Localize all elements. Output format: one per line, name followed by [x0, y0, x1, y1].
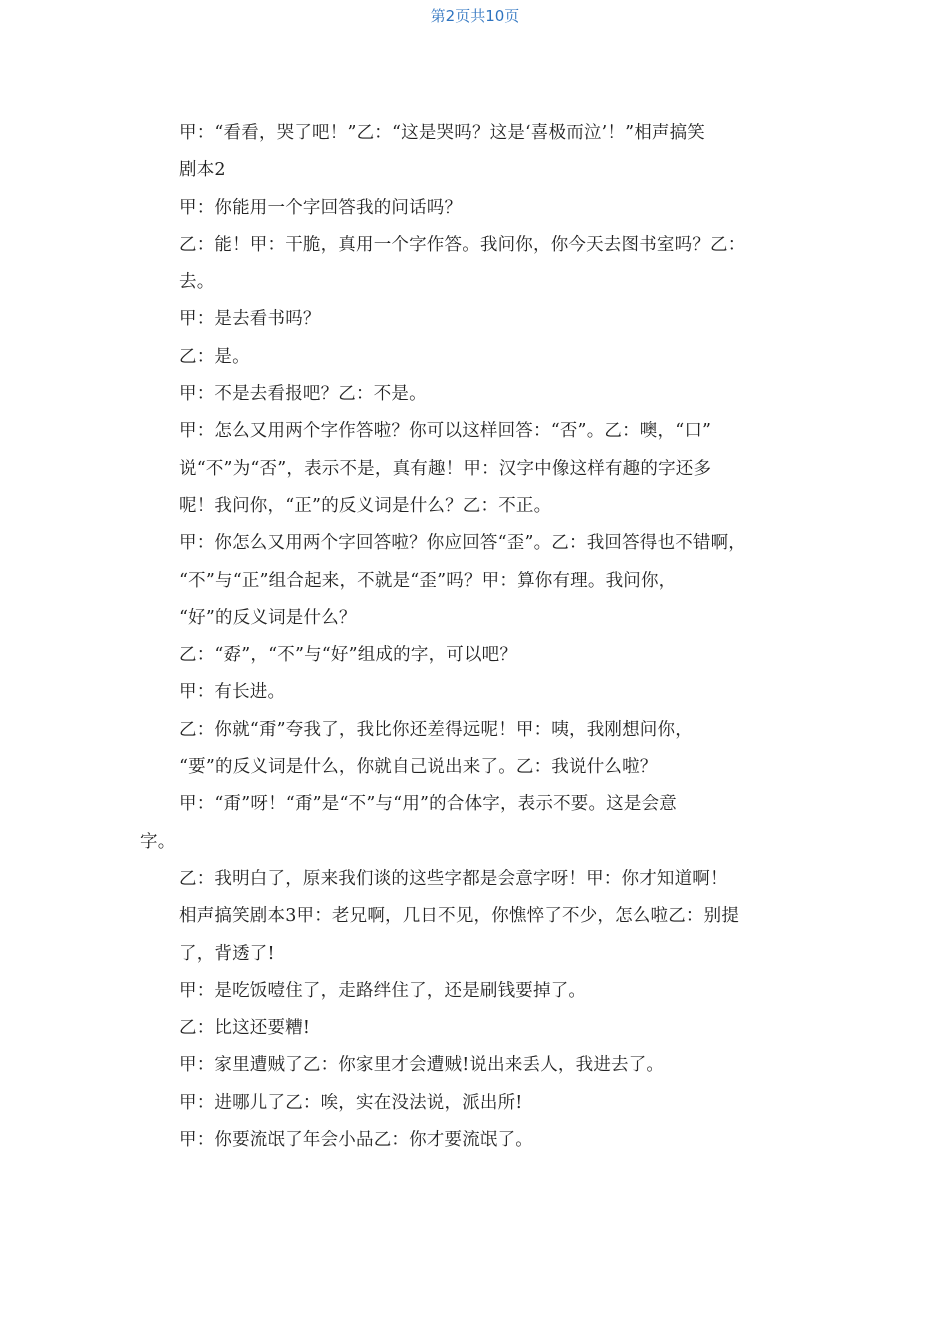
- page-indicator: 第2页共10页: [430, 7, 520, 25]
- text-line: “要”的反义词是什么，你就自己说出来了。乙：我说什么啦？: [179, 757, 658, 778]
- text-line: 甲：不是去看报吧？乙：不是。: [179, 384, 427, 405]
- text-line: 相声搞笑剧本3甲：老兄啊，几日不见，你憔悴了不少，怎么啦乙：别提: [179, 906, 740, 927]
- text-line: “好”的反义词是什么？: [179, 607, 357, 628]
- text-line: “不”与“正”组合起来，不就是“歪”吗？甲：算你有理。我问你，: [179, 570, 677, 591]
- text-line: 字。: [140, 831, 176, 852]
- text-line: 乙：我明白了，原来我们谈的这些字都是会意字呀！甲：你才知道啊！: [179, 868, 728, 889]
- text-line: 乙：你就“甭”夸我了，我比你还差得远呢！甲：咦，我刚想问你，: [179, 719, 693, 740]
- text-line: 乙：比这还要糟!: [179, 1018, 311, 1039]
- text-line: 甲：“看看，哭了吧！”乙：“这是哭吗？这是‘喜极而泣’！”相声搞笑: [179, 123, 706, 143]
- text-line: 甲：你要流氓了年会小品乙：你才要流氓了。: [179, 1130, 533, 1151]
- text-line: 去。: [179, 272, 215, 293]
- text-line: 乙：“孬”，“不”与“好”组成的字，可以吧？: [179, 645, 518, 666]
- text-line: 呢！我问你，“正”的反义词是什么？乙：不正。: [179, 495, 552, 516]
- document-body: [140, 115, 820, 1159]
- text-line: 甲：是去看书吗？: [179, 309, 321, 330]
- text-line: 甲：你怎么又用两个字回答啦？你应回答“歪”。乙：我回答得也不错啊，: [179, 533, 746, 554]
- text-line: 甲：进哪儿了乙：唉，实在没法说，派出所!: [179, 1092, 523, 1113]
- text-line: 剧本2: [179, 160, 226, 181]
- text-line: 说“不”为“否”，表示不是，真有趣！甲：汉字中像这样有趣的字还多: [179, 458, 712, 479]
- text-line: 了，背透了!: [179, 943, 275, 964]
- text-line: 乙：是。: [179, 346, 250, 367]
- text-line: 乙：能！甲：干脆，真用一个字作答。我问你，你今天去图书室吗？乙：: [179, 234, 746, 255]
- text-line: 甲：你能用一个字回答我的问话吗？: [179, 197, 463, 218]
- text-line: 甲：家里遭贼了乙：你家里才会遭贼!说出来丢人，我进去了。: [179, 1055, 665, 1076]
- text-line: 甲：“甭”呀！“甭”是“不”与“用”的合体字，表示不要。这是会意: [179, 794, 677, 815]
- text-line: 甲：怎么又用两个字作答啦？你可以这样回答：“否”。乙：噢，“口”: [179, 421, 712, 442]
- text-line: 甲：有长进。: [179, 682, 286, 703]
- text-line: 甲：是吃饭噎住了，走路绊住了，还是刷钱要掉了。: [179, 980, 587, 1001]
